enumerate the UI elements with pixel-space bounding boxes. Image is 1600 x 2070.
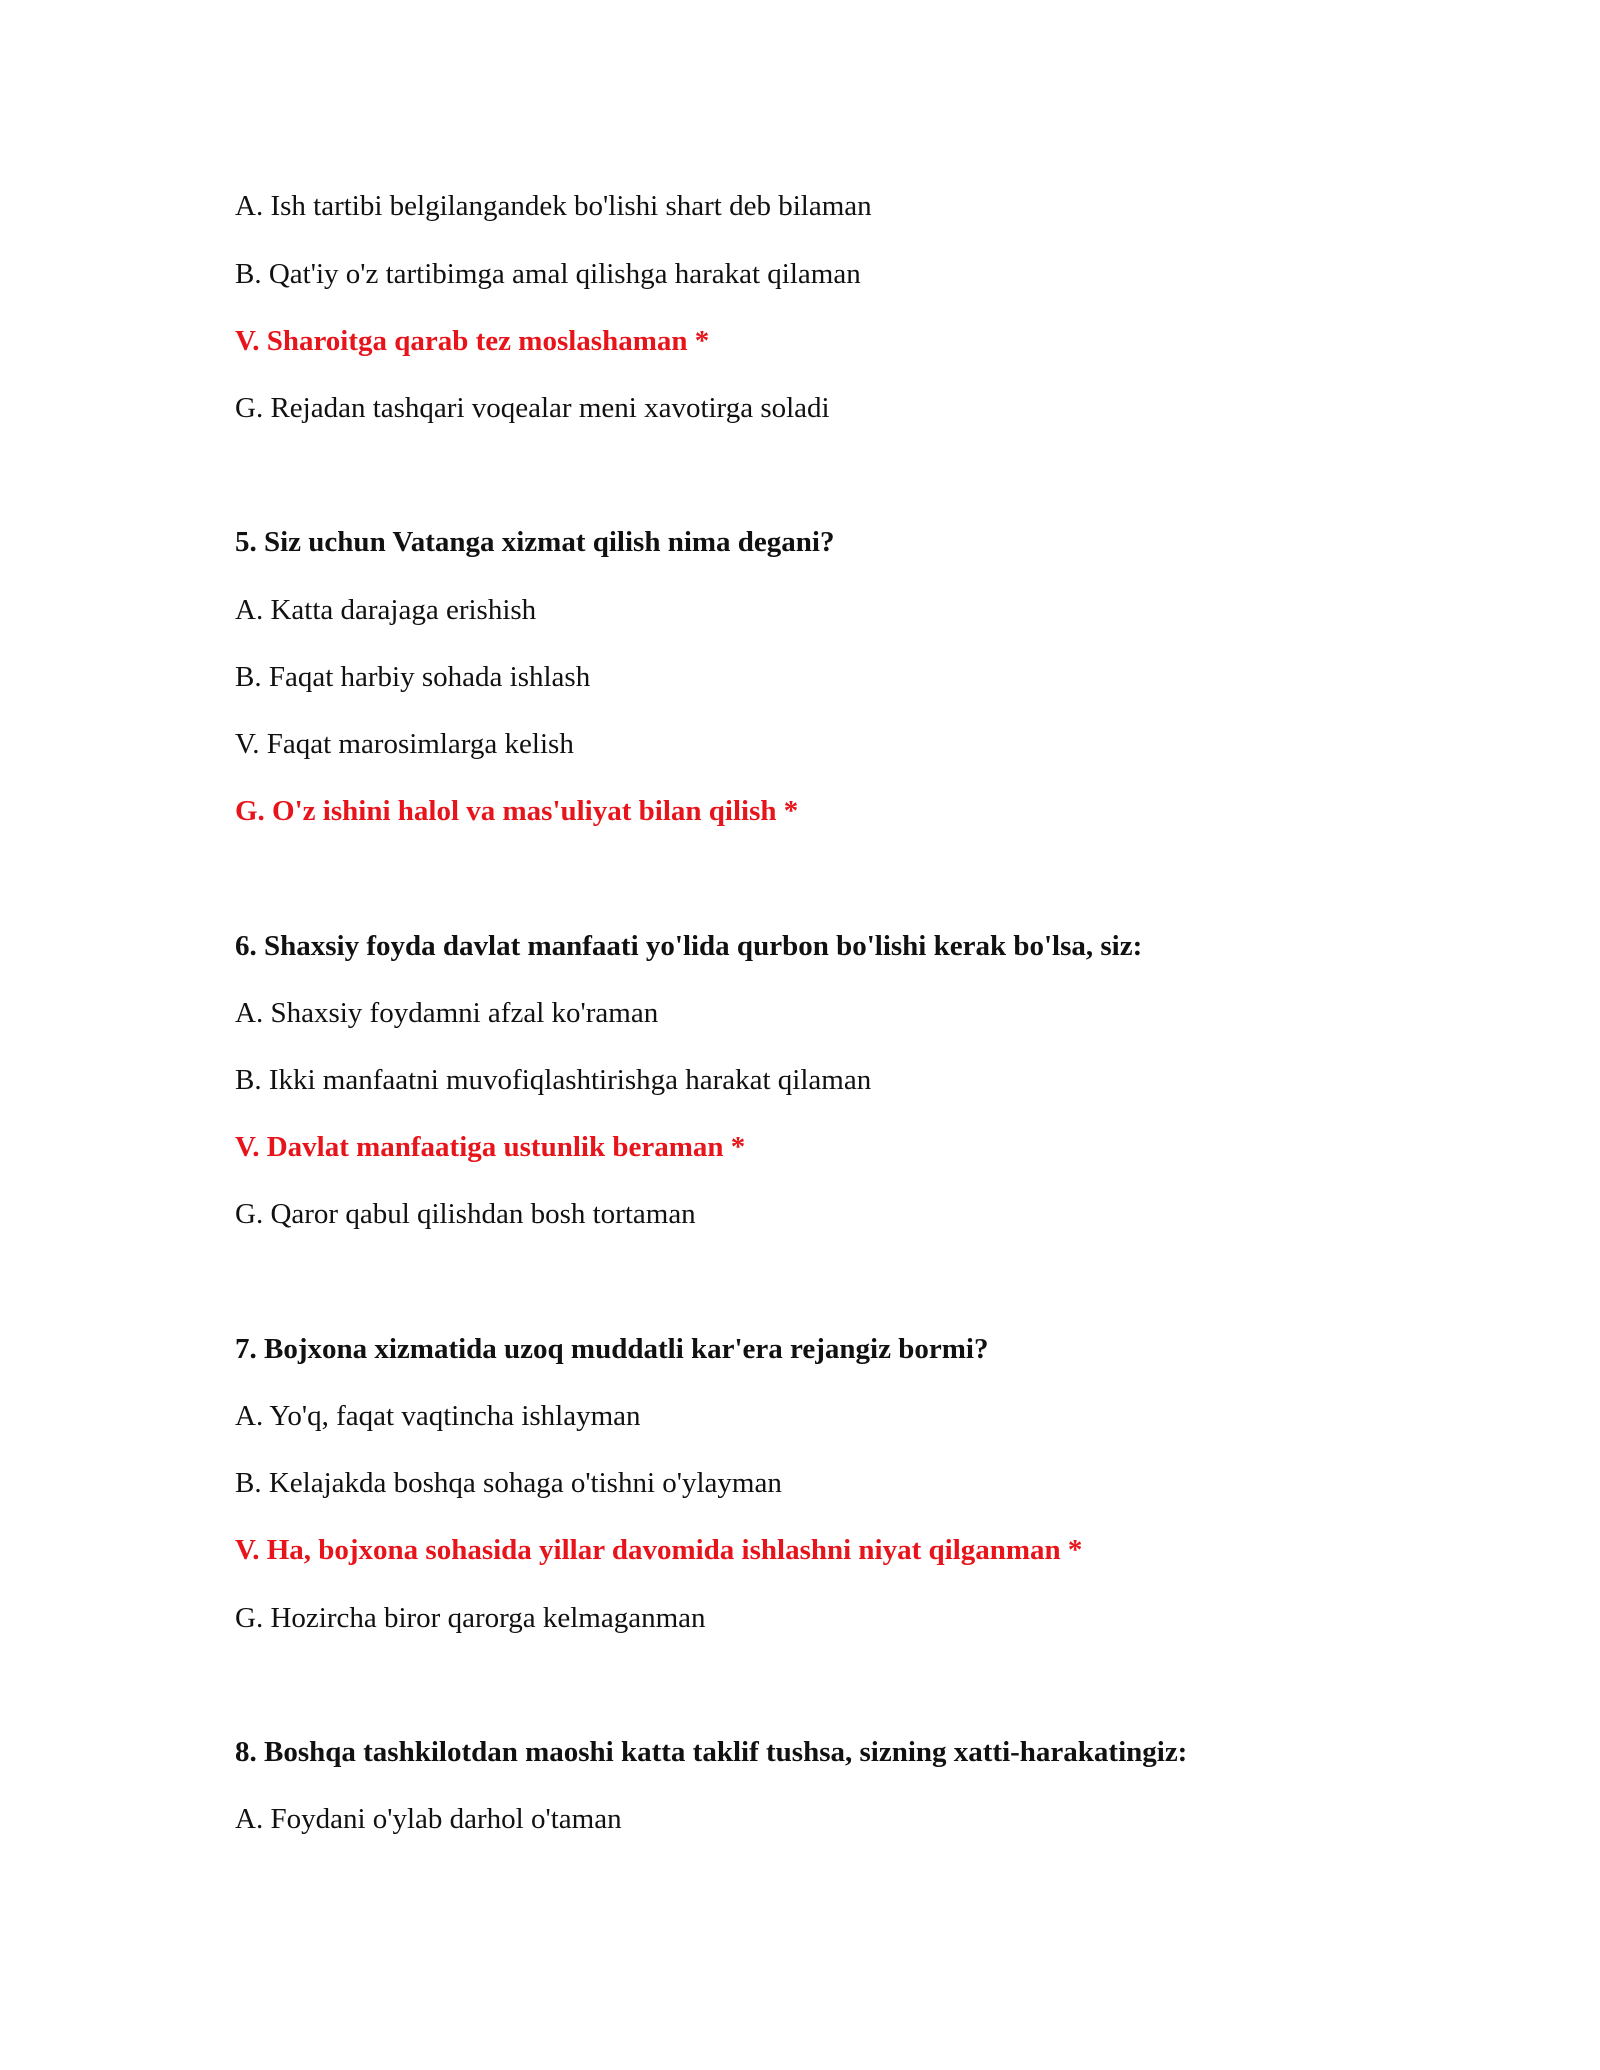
q7-option-v-correct: V. Ha, bojxona sohasida yillar davomida ishlashni niyat qilganman * (235, 1534, 1083, 1566)
q7-option-a: A. Yo'q, faqat vaqtincha ishlayman (235, 1400, 641, 1432)
q5-option-v: V. Faqat marosimlarga kelish (235, 728, 574, 760)
q5-question: 5. Siz uchun Vatanga xizmat qilish nima degani? (235, 526, 835, 558)
q8-question: 8. Boshqa tashkilotdan maoshi katta taklif tushsa, sizning xatti-harakatingiz: (235, 1736, 1188, 1768)
q6-option-v-correct: V. Davlat manfaatiga ustunlik beraman * (235, 1131, 746, 1163)
q5-option-a: A. Katta darajaga erishish (235, 594, 537, 626)
q7-option-b: B. Kelajakda boshqa sohaga o'tishni o'ylayman (235, 1467, 782, 1499)
q4-option-v-correct: V. Sharoitga qarab tez moslashaman * (235, 325, 710, 357)
q4-option-g: G. Rejadan tashqari voqealar meni xavotirga soladi (235, 392, 830, 424)
q7-question: 7. Bojxona xizmatida uzoq muddatli kar'era rejangiz bormi? (235, 1333, 989, 1365)
q5-option-b: B. Faqat harbiy sohada ishlash (235, 661, 591, 693)
q6-question: 6. Shaxsiy foyda davlat manfaati yo'lida qurbon bo'lishi kerak bo'lsa, siz: (235, 930, 1143, 962)
q6-option-g: G. Qaror qabul qilishdan bosh tortaman (235, 1198, 696, 1230)
q6-option-b: B. Ikki manfaatni muvofiqlashtirishga harakat qilaman (235, 1064, 872, 1096)
q7-option-g: G. Hozircha biror qarorga kelmaganman (235, 1602, 706, 1634)
q5-option-g-correct: G. O'z ishini halol va mas'uliyat bilan qilish * (235, 795, 799, 827)
q4-option-b: B. Qat'iy o'z tartibimga amal qilishga harakat qilaman (235, 258, 861, 290)
q4-option-a: A. Ish tartibi belgilangandek bo'lishi shart deb bilaman (235, 190, 872, 222)
q8-option-a: A. Foydani o'ylab darhol o'taman (235, 1803, 622, 1835)
q6-option-a: A. Shaxsiy foydamni afzal ko'raman (235, 997, 659, 1029)
